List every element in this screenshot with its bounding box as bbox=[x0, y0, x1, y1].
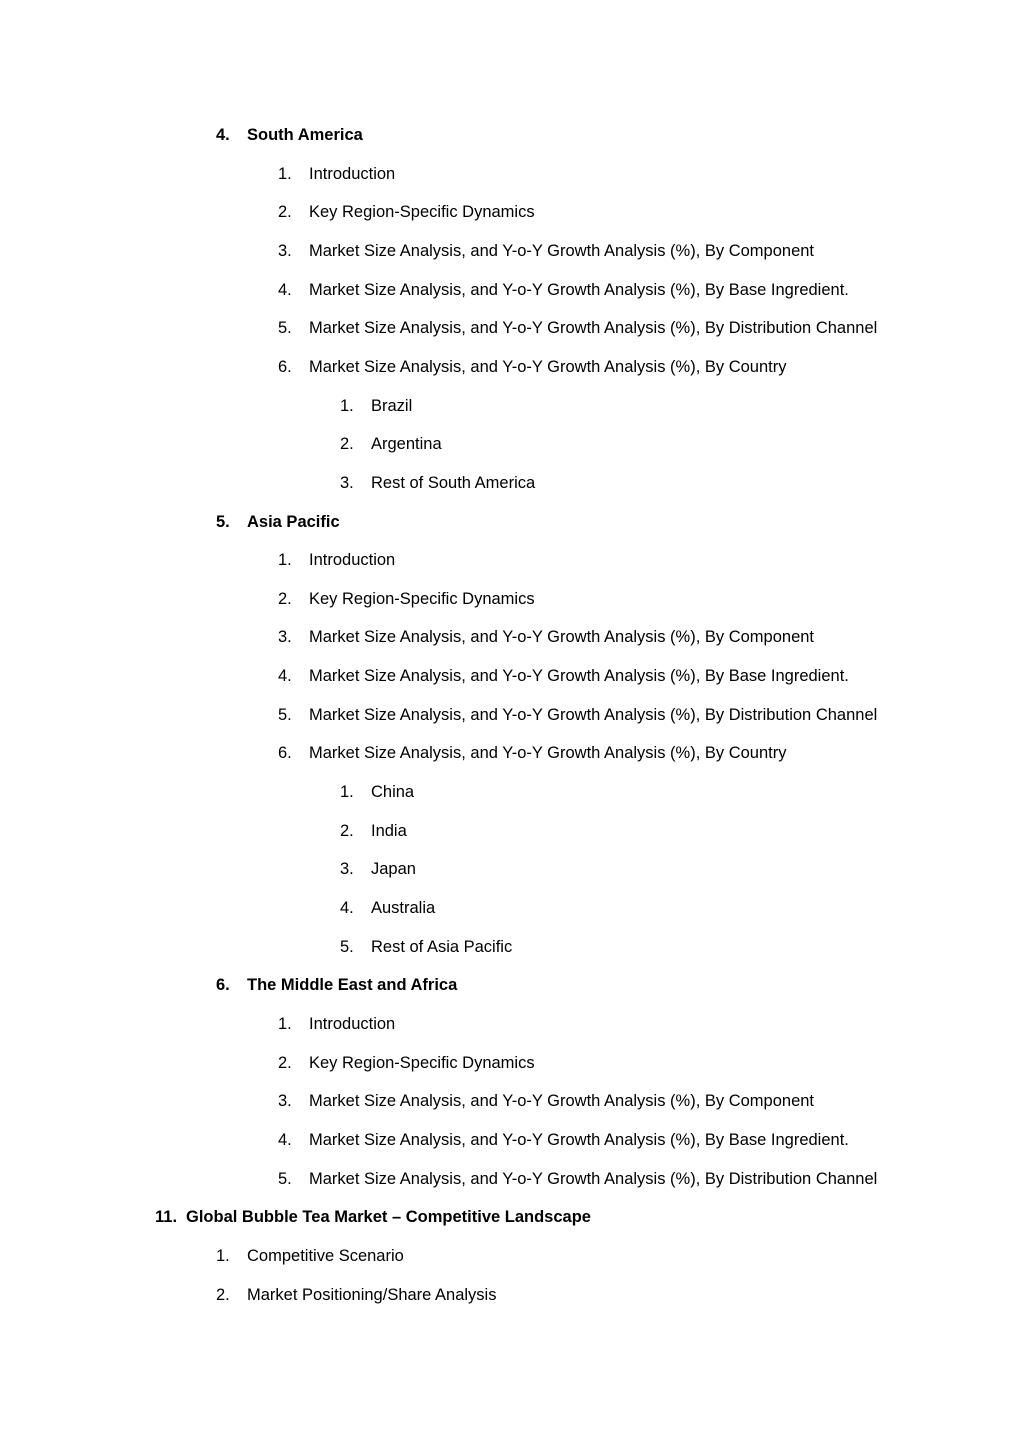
outline-item-number: 1. bbox=[278, 1015, 292, 1033]
outline-item-text: Asia Pacific bbox=[247, 513, 340, 531]
outline-item-text: India bbox=[371, 822, 407, 840]
outline-item-number: 2. bbox=[278, 590, 292, 608]
outline-item-number: 5. bbox=[216, 513, 230, 531]
outline-item-number: 1. bbox=[340, 397, 354, 415]
outline-item-text: The Middle East and Africa bbox=[247, 976, 458, 994]
outline-item-text: Market Positioning/Share Analysis bbox=[247, 1286, 497, 1304]
outline-item-text: Introduction bbox=[309, 551, 396, 569]
outline-item-number: 6. bbox=[216, 976, 230, 994]
outline-item-text: Rest of Asia Pacific bbox=[371, 938, 513, 956]
outline-item-number: 3. bbox=[340, 860, 354, 878]
outline-item-number: 4. bbox=[340, 899, 354, 917]
outline-item-number: 2. bbox=[216, 1286, 230, 1304]
outline-item-text: Key Region-Specific Dynamics bbox=[309, 1054, 535, 1072]
outline-item-text: South America bbox=[247, 126, 363, 144]
outline-item-text: Australia bbox=[371, 899, 436, 917]
outline-item-text: Market Size Analysis, and Y-o-Y Growth Analysis (%), By Distribution Channel bbox=[309, 706, 878, 724]
outline-item-text: China bbox=[371, 783, 415, 801]
outline-item-text: Introduction bbox=[309, 165, 396, 183]
outline-item-number: 5. bbox=[278, 706, 292, 724]
outline-item-number: 1. bbox=[216, 1247, 230, 1265]
outline-item-text: Key Region-Specific Dynamics bbox=[309, 590, 535, 608]
outline-item-number: 6. bbox=[278, 358, 292, 376]
outline-item-number: 11. bbox=[155, 1208, 178, 1226]
outline-item-number: 1. bbox=[278, 551, 292, 569]
outline-item-text: Global Bubble Tea Market – Competitive Landscape bbox=[186, 1208, 591, 1226]
outline-item-number: 5. bbox=[278, 319, 292, 337]
outline-item-number: 2. bbox=[278, 203, 292, 221]
outline-item-text: Introduction bbox=[309, 1015, 396, 1033]
outline-item-text: Market Size Analysis, and Y-o-Y Growth Analysis (%), By Base Ingredient. bbox=[309, 1131, 849, 1149]
outline-item-text: Market Size Analysis, and Y-o-Y Growth Analysis (%), By Base Ingredient. bbox=[309, 281, 849, 299]
outline-item-number: 6. bbox=[278, 744, 292, 762]
outline-item-number: 1. bbox=[278, 165, 292, 183]
outline-item-number: 4. bbox=[278, 281, 292, 299]
outline-item-number: 2. bbox=[340, 435, 354, 453]
outline-item-text: Rest of South America bbox=[371, 474, 536, 492]
outline-item-text: Market Size Analysis, and Y-o-Y Growth Analysis (%), By Distribution Channel bbox=[309, 1170, 878, 1188]
outline-item-text: Key Region-Specific Dynamics bbox=[309, 203, 535, 221]
outline-item-number: 2. bbox=[278, 1054, 292, 1072]
outline-item-number: 1. bbox=[340, 783, 354, 801]
outline-item-text: Competitive Scenario bbox=[247, 1247, 404, 1265]
outline-item-number: 2. bbox=[340, 822, 354, 840]
outline-item-text: Market Size Analysis, and Y-o-Y Growth Analysis (%), By Country bbox=[309, 358, 787, 376]
outline-item-number: 3. bbox=[278, 628, 292, 646]
outline-item-text: Argentina bbox=[371, 435, 442, 453]
outline-item-number: 4. bbox=[278, 1131, 292, 1149]
outline-item-number: 5. bbox=[278, 1170, 292, 1188]
outline-item-text: Market Size Analysis, and Y-o-Y Growth Analysis (%), By Distribution Channel bbox=[309, 319, 878, 337]
outline-item-number: 5. bbox=[340, 938, 354, 956]
outline-item-text: Market Size Analysis, and Y-o-Y Growth Analysis (%), By Component bbox=[309, 242, 815, 260]
outline-item-text: Market Size Analysis, and Y-o-Y Growth Analysis (%), By Component bbox=[309, 628, 815, 646]
outline-item-text: Brazil bbox=[371, 397, 413, 415]
outline-item-number: 4. bbox=[216, 126, 230, 144]
outline-item-text: Market Size Analysis, and Y-o-Y Growth Analysis (%), By Component bbox=[309, 1092, 815, 1110]
outline-item-number: 3. bbox=[278, 1092, 292, 1110]
outline-item-number: 4. bbox=[278, 667, 292, 685]
outline-item-text: Market Size Analysis, and Y-o-Y Growth Analysis (%), By Country bbox=[309, 744, 787, 762]
outline-item-text: Market Size Analysis, and Y-o-Y Growth Analysis (%), By Base Ingredient. bbox=[309, 667, 849, 685]
outline-item-number: 3. bbox=[340, 474, 354, 492]
outline-item-number: 3. bbox=[278, 242, 292, 260]
outline-item-text: Japan bbox=[371, 860, 416, 878]
